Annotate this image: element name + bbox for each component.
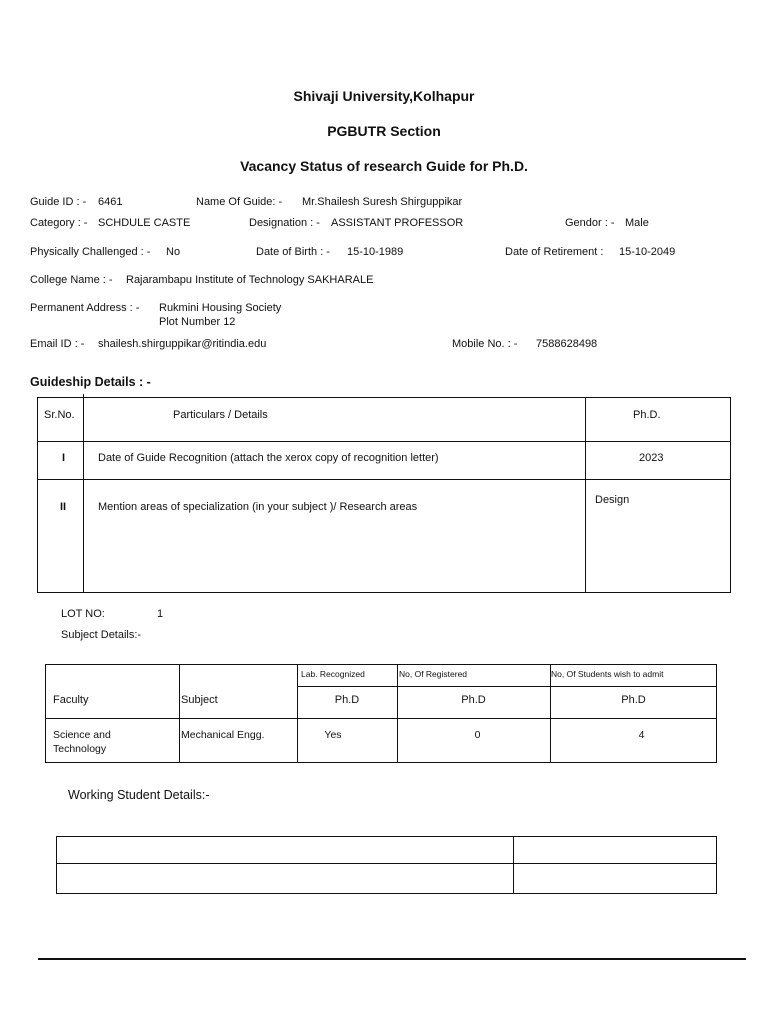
designation-label: Designation : - [249, 217, 320, 229]
guideship-divider [83, 394, 84, 593]
working-divider [56, 863, 717, 864]
lab-recognized-header: Lab. Recognized [301, 669, 365, 679]
lot-label: LOT NO: [61, 608, 105, 620]
document-title: Vacancy Status of research Guide for Ph.D. [240, 158, 528, 174]
physically-challenged-label: Physically Challenged : - [30, 246, 151, 258]
guideship-divider [585, 397, 586, 593]
wish-to-admit-value: 4 [638, 729, 645, 741]
working-student-table-border [56, 836, 717, 894]
email-label: Email ID : - [30, 338, 85, 350]
subject-divider [179, 664, 180, 763]
mobile-label: Mobile No. : - [452, 338, 518, 350]
lot-value: 1 [157, 608, 164, 620]
college-label: College Name : - [30, 274, 113, 286]
guide-name-label: Name Of Guide: - [196, 196, 283, 208]
working-student-label: Working Student Details:- [68, 788, 210, 802]
section-title: PGBUTR Section [327, 123, 441, 139]
subject-divider [297, 664, 298, 763]
guide-id-value: 6461 [98, 196, 123, 208]
dob-value: 15-10-1989 [347, 246, 404, 258]
guide-id-label: Guide ID : - [30, 196, 87, 208]
guide-name-value: Mr.Shailesh Suresh Shirguppikar [302, 196, 463, 208]
subject-divider [297, 686, 717, 687]
category-value: SCHDULE CASTE [98, 217, 191, 229]
dob-label: Date of Birth : - [256, 246, 330, 258]
address-label: Permanent Address : - [30, 302, 140, 314]
lab-recognized-value: Yes [324, 729, 342, 741]
address-line1: Rukmini Housing Society [159, 302, 282, 314]
row-srno: I [62, 452, 66, 464]
header-phd: Ph.D. [633, 409, 661, 421]
wish-to-admit-header: No, Of Students wish to admit [551, 669, 664, 679]
wish-phd-header: Ph.D [621, 694, 646, 706]
registered-header: No, Of Registered [399, 669, 468, 679]
subject-divider [45, 718, 717, 719]
subject-value: Mechanical Engg. [181, 729, 265, 741]
email-value: shailesh.shirguppikar@ritindia.edu [98, 338, 267, 350]
retirement-label: Date of Retirement : [505, 246, 604, 258]
row-srno: II [60, 501, 67, 513]
subject-header: Subject [181, 694, 218, 706]
header-srno: Sr.No. [44, 409, 75, 421]
guideship-divider [37, 441, 731, 442]
working-divider [513, 836, 514, 894]
footer-rule [38, 958, 746, 960]
designation-value: ASSISTANT PROFESSOR [331, 217, 464, 229]
row-value: Design [595, 494, 630, 506]
gender-label: Gendor : - [565, 217, 615, 229]
gender-value: Male [625, 217, 649, 229]
faculty-value-line1: Science and [53, 729, 111, 741]
guideship-heading: Guideship Details : - [30, 375, 151, 389]
row-particular: Mention areas of specialization (in your subject )/ Research areas [98, 501, 418, 513]
subject-details-label: Subject Details:- [61, 629, 142, 641]
category-label: Category : - [30, 217, 88, 229]
registered-value: 0 [474, 729, 481, 741]
lab-phd-header: Ph.D [334, 694, 360, 706]
guideship-divider [37, 479, 731, 480]
registered-phd-header: Ph.D [461, 694, 486, 706]
row-particular: Date of Guide Recognition (attach the xerox copy of recognition letter) [98, 452, 439, 464]
mobile-value: 7588628498 [536, 338, 598, 350]
college-value: Rajarambapu Institute of Technology SAKHARALE [126, 274, 374, 286]
row-value: 2023 [639, 452, 664, 464]
faculty-value-line2: Technology [53, 743, 107, 755]
faculty-header: Faculty [53, 694, 89, 706]
physically-challenged-value: No [166, 246, 181, 258]
university-title: Shivaji University,Kolhapur [293, 88, 475, 104]
header-particulars: Particulars / Details [173, 409, 268, 421]
retirement-value: 15-10-2049 [619, 246, 676, 258]
address-line2: Plot Number 12 [159, 316, 236, 328]
